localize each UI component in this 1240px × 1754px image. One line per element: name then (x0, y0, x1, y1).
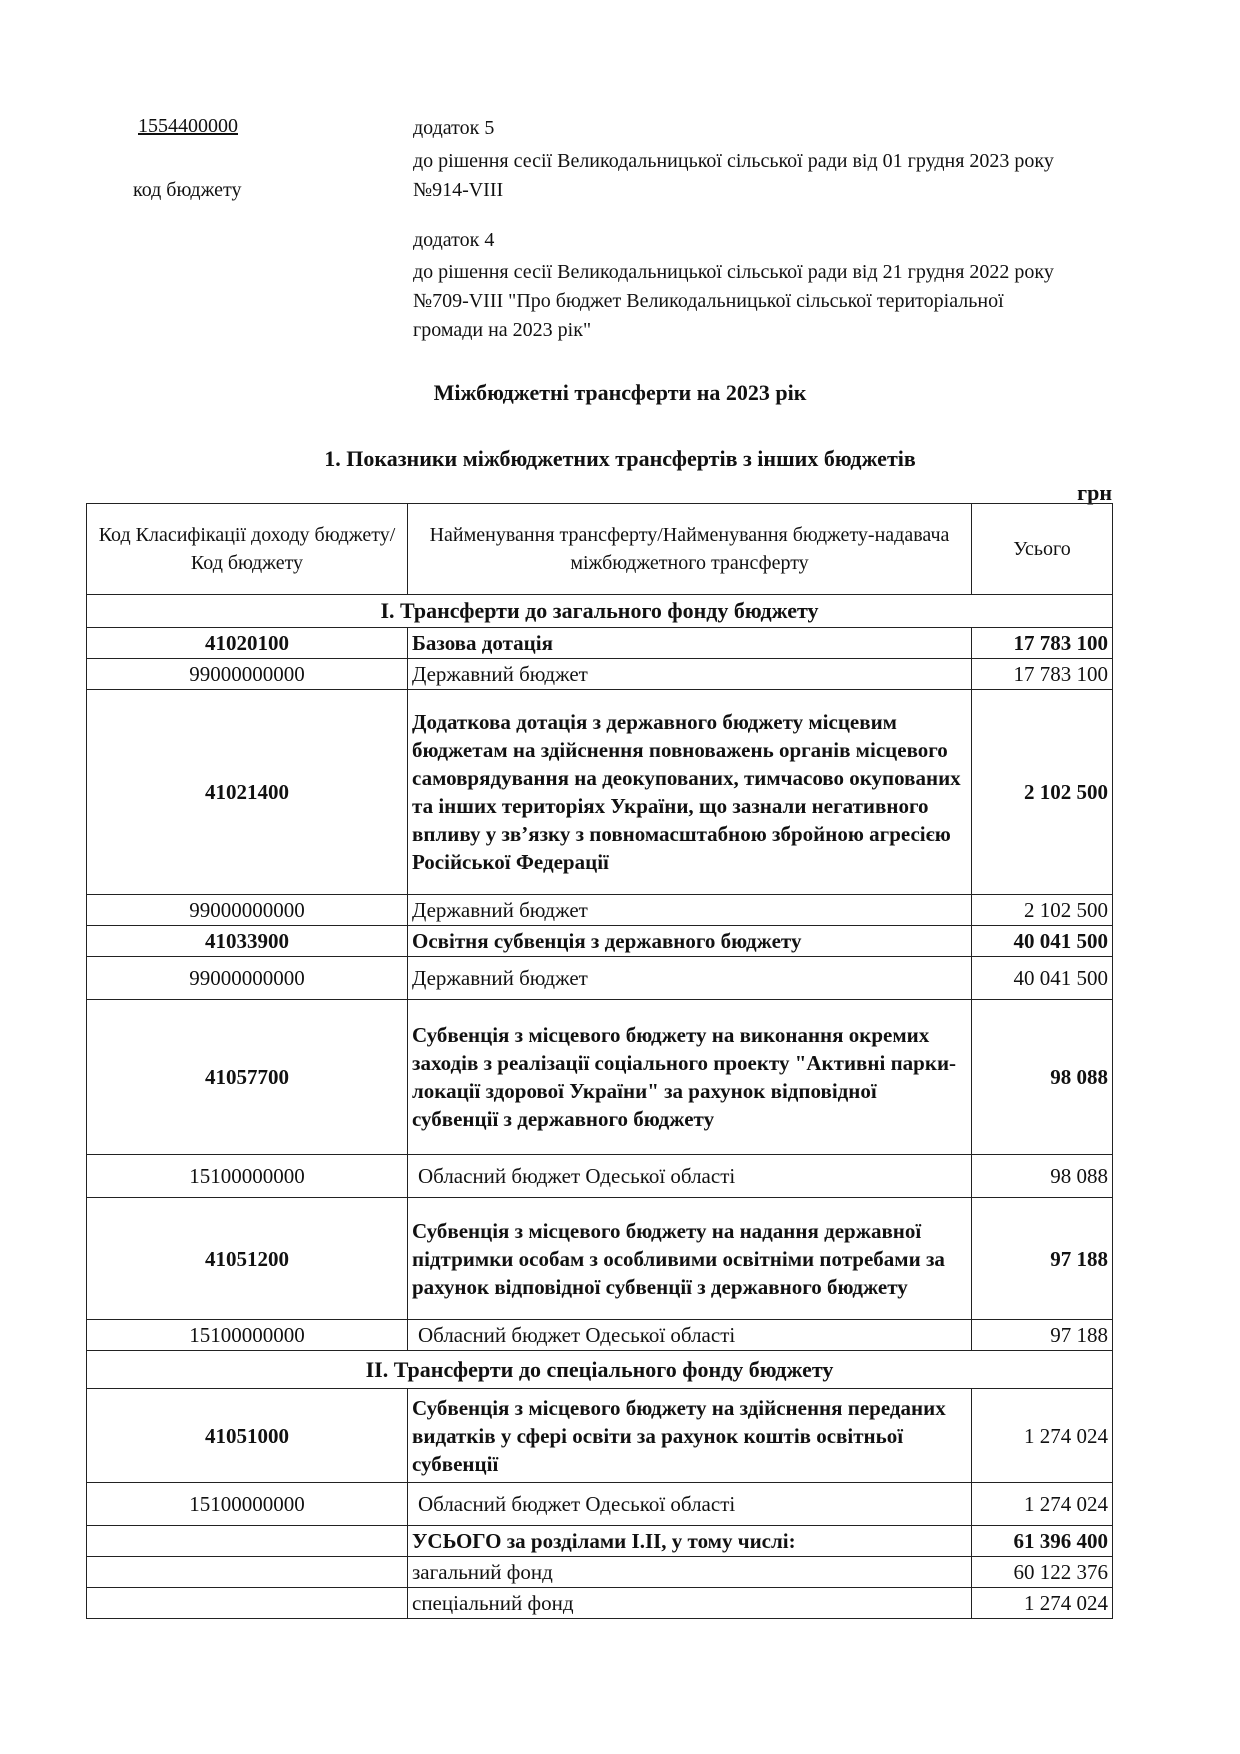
row-code: 15100000000 (87, 1155, 408, 1198)
row-total: 98 088 (972, 1000, 1113, 1155)
table-row (87, 628, 1113, 659)
table-row (87, 957, 1113, 1000)
transfers-table (86, 503, 1113, 1619)
row-code: 99000000000 (87, 895, 408, 926)
row-name: Субвенція з місцевого бюджету на здійснення переданих видатків у сфері освіти за рахунок коштів освітньої субвенції (408, 1389, 972, 1483)
row-total: 61 396 400 (972, 1526, 1113, 1557)
row-total: 60 122 376 (972, 1557, 1113, 1588)
row-code: 99000000000 (87, 659, 408, 690)
currency-unit: грн (1077, 480, 1112, 505)
row-code (87, 1588, 408, 1619)
row-code: 41033900 (87, 926, 408, 957)
row-total: 1 274 024 (972, 1483, 1113, 1526)
table-row (87, 659, 1113, 690)
table-row (87, 1483, 1113, 1526)
row-total: 1 274 024 (972, 1389, 1113, 1483)
row-total: 17 783 100 (972, 659, 1113, 690)
annex4-text-line: до рішення сесії Великодальницької сільської ради від 21 грудня 2022 року (413, 261, 1054, 283)
row-total: 97 188 (972, 1198, 1113, 1320)
row-code: 15100000000 (87, 1320, 408, 1351)
row-code (87, 1526, 408, 1557)
row-total: 40 041 500 (972, 957, 1113, 1000)
section-row (87, 595, 1113, 628)
row-code: 41057700 (87, 1000, 408, 1155)
row-total: 2 102 500 (972, 690, 1113, 895)
row-total: 17 783 100 (972, 628, 1113, 659)
row-name: Державний бюджет (408, 957, 972, 1000)
row-name: Додаткова дотація з державного бюджету місцевим бюджетам на здійснення повноважень органів місцевого самоврядування на деокупованих, тимчасово окупованих та інших територіях України, що зазнали негативного впливу у зв’язку з повномасштабною збройною агресією Російської Федерації (408, 690, 972, 895)
header-name: Найменування трансферту/Найменування бюджету-надавача міжбюджетного трансферту (408, 504, 972, 595)
row-name: спеціальний фонд (408, 1588, 972, 1619)
annex5-text-line: до рішення сесії Великодальницької сільської ради від 01 грудня 2023 року (413, 150, 1054, 172)
row-name: УСЬОГО за розділами І.ІІ, у тому числі: (408, 1526, 972, 1557)
total-row (87, 1588, 1113, 1619)
row-code: 15100000000 (87, 1483, 408, 1526)
document-title: Міжбюджетні трансферти на 2023 рік (433, 380, 807, 405)
row-name: Державний бюджет (408, 659, 972, 690)
table-header-row (87, 504, 1113, 595)
row-name: загальний фонд (408, 1557, 972, 1588)
table-row (87, 1198, 1113, 1320)
table-row (87, 1389, 1113, 1483)
row-name: Державний бюджет (408, 895, 972, 926)
row-code: 41051200 (87, 1198, 408, 1320)
row-code (87, 1557, 408, 1588)
header-code: Код Класифікації доходу бюджету/Код бюджету (87, 504, 408, 595)
section1-title: І. Трансферти до загального фонду бюджету (87, 595, 1113, 628)
row-code: 41021400 (87, 690, 408, 895)
table-row (87, 1155, 1113, 1198)
row-name: Обласний бюджет Одеської області (408, 1483, 972, 1526)
budget-code-label: код бюджету (133, 179, 242, 201)
annex4-text-line: громади на 2023 рік" (413, 319, 592, 341)
section-row (87, 1351, 1113, 1389)
annex4-decision-text (413, 258, 1133, 345)
table-row (87, 1000, 1113, 1155)
table-row (87, 926, 1113, 957)
row-name: Освітня субвенція з державного бюджету (408, 926, 972, 957)
row-total: 97 188 (972, 1320, 1113, 1351)
document-subtitle: 1. Показники міжбюджетних трансфертів з інших бюджетів (324, 446, 916, 471)
table-row (87, 1320, 1113, 1351)
section2-title: ІІ. Трансферти до спеціального фонду бюджету (87, 1351, 1113, 1389)
annex5-decision-text (413, 147, 1133, 205)
row-total: 98 088 (972, 1155, 1113, 1198)
total-row (87, 1526, 1113, 1557)
row-total: 2 102 500 (972, 895, 1113, 926)
annex4-text-line: №709-VIII "Про бюджет Великодальницької сільської територіальної (413, 290, 1004, 312)
budget-code: 1554400000 (138, 115, 238, 137)
row-total: 40 041 500 (972, 926, 1113, 957)
table-row (87, 690, 1113, 895)
table-row (87, 895, 1113, 926)
header-total: Усього (972, 504, 1113, 595)
row-code: 99000000000 (87, 957, 408, 1000)
row-name: Обласний бюджет Одеської області (408, 1155, 972, 1198)
row-total: 1 274 024 (972, 1588, 1113, 1619)
row-name: Обласний бюджет Одеської області (408, 1320, 972, 1351)
row-code: 41020100 (87, 628, 408, 659)
annex4-label: додаток 4 (413, 229, 495, 251)
row-name: Базова дотація (408, 628, 972, 659)
annex5-text-line: №914-VIII (413, 179, 504, 201)
total-row (87, 1557, 1113, 1588)
row-code: 41051000 (87, 1389, 408, 1483)
annex5-label: додаток 5 (413, 117, 495, 139)
row-name: Субвенція з місцевого бюджету на надання державної підтримки особам з особливими освітніми потребами за рахунок відповідної субвенції з державного бюджету (408, 1198, 972, 1320)
row-name: Субвенція з місцевого бюджету на виконання окремих заходів з реалізації соціального проекту "Активні парки-локації здорової України" за рахунок відповідної субвенції з державного бюджету (408, 1000, 972, 1155)
